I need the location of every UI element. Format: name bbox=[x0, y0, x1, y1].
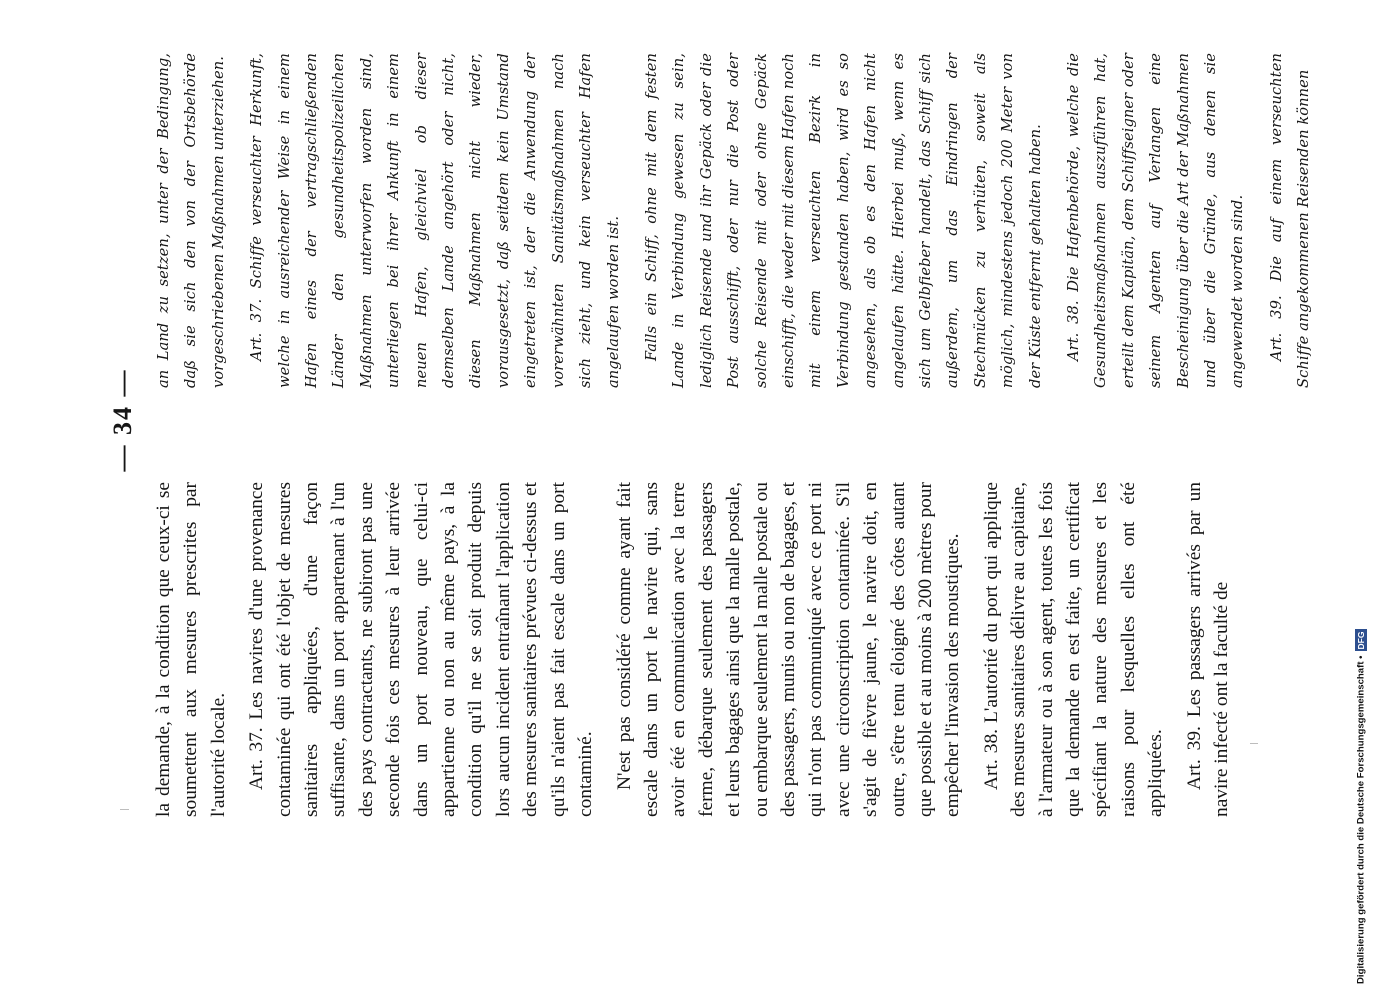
french-text-column bbox=[150, 482, 1250, 817]
french-paragraph-art-39: Art. 39. Les passagers arrivés par un navire infecté ont la faculté de bbox=[1183, 482, 1233, 817]
dfg-logo: DFG bbox=[1356, 631, 1366, 650]
digitization-notice-text: Digitalisierung gefördert durch die Deutsche Forschungsgemeinschaft bbox=[1355, 661, 1367, 984]
scan-mark-bottom bbox=[1250, 743, 1258, 744]
french-paragraph-art-38: Art. 38. L'autorité du port qui applique des mesures sanitaires délivre au capitaine, à l'armateur ou à son agent, toutes les fois que la demande en est faite, un certificat spécifiant la nature des mesures et les raisons pour lesquelles elles ont été appliquées. bbox=[980, 482, 1167, 817]
page-number: — 34 — bbox=[108, 368, 137, 472]
german-paragraph-art-37: Art. 37. Schiffe verseuchter Herkunft, welche in ausreichender Weise in einem Hafen eines der vertragschließenden Länder den gesundheitspolizeilichen Maßnahmen unterworfen worden sind, unterliegen bei ihrer Ankunft in einem neuen Hafen, gleichviel ob dieser demselben Lande angehört oder nicht, diesen Maßnahmen nicht wieder, vorausgesetzt, daß seitdem kein Umstand eingetreten ist, der die Anwendung der vorerwähnten Sanitätsmaßnahmen nach sich zieht, und kein verseuchter Hafen angelaufen worden ist. bbox=[248, 53, 622, 388]
french-paragraph-escale: N'est pas considéré comme ayant fait escale dans un port le navire qui, sans avoir été en communication avec la terre ferme, débarque seulement des passagers et leurs bagages ainsi que la malle postale, ou embarque seulement la malle postale ou des passagers, munis ou non de bagages, et qui n'ont pas communiqué avec ce port ni avec une circonscription contaminée. S'il s'agit de fièvre jaune, le navire doit, en outre, s'être tenu éloigné des côtes autant que possible et au moins à 200 mètres pour empêcher l'invasion des moustiques. bbox=[613, 482, 964, 817]
french-paragraph: la demande, à la condition que ceux-ci se soumettent aux mesures prescrites par l'autorité locale. bbox=[153, 482, 229, 817]
digitization-notice: Digitalisierung gefördert durch die Deutsche Forschungsgemeinschaft •DFG bbox=[1355, 631, 1367, 984]
french-paragraph-art-37: Art. 37. Les navires d'une provenance contaminée qui ont été l'objet de mesures sanitaires appliquées, d'une façon suffisante, dans un port appartenant à l'un des pays contractants, ne subiront pas une seconde fois ces mesures à leur arrivée dans un port nouveau, que celui-ci appartienne ou non au même pays, à la condition qu'il ne se soit produit depuis lors aucun incident entraînant l'application des mesures sanitaires prévues ci-dessus et qu'ils n'aient pas fait escale dans un port contaminé. bbox=[246, 482, 597, 817]
german-paragraph-art-38: Art. 38. Die Hafenbehörde, welche die Gesundheitsmaßnahmen auszuführen hat, erteilt dem Kapitän, dem Schiffseigner oder seinem Agenten auf Verlangen eine Bescheinigung über die Art der Maßnahmen und über die Gründe, aus denen sie angewendet worden sind. bbox=[1065, 53, 1247, 388]
german-paragraph-falls: Falls ein Schiff, ohne mit dem festen Lande in Verbindung gewesen zu sein, lediglich Reisende und ihr Gepäck oder die Post ausschifft, oder nur die Post oder solche Reisende mit oder ohne Gepäck einschifft, die weder mit diesem Hafen noch mit einem verseuchten Bezirk in Verbindung gestanden haben, wird es so angesehen, als ob es den Hafen nicht angelaufen hätte. Hierbei muß, wenn es sich um Gelbfieber handelt, das Schiff sich außerdem, um das Eindringen der Stechmücken zu verhüten, soweit als möglich, mindestens jedoch 200 Meter von der Küste entfernt gehalten haben. bbox=[642, 53, 1044, 388]
german-paragraph-art-39: Art. 39. Die auf einem verseuchten Schiffe angekommenen Reisenden können bbox=[1267, 53, 1313, 388]
german-text-column bbox=[150, 53, 1313, 388]
german-paragraph: an Land zu setzen, unter der Bedingung, daß sie sich den von der Ortsbehörde vorgeschriebenen Maßnahmen unterziehen. bbox=[155, 53, 227, 388]
scan-mark-top bbox=[120, 809, 129, 810]
